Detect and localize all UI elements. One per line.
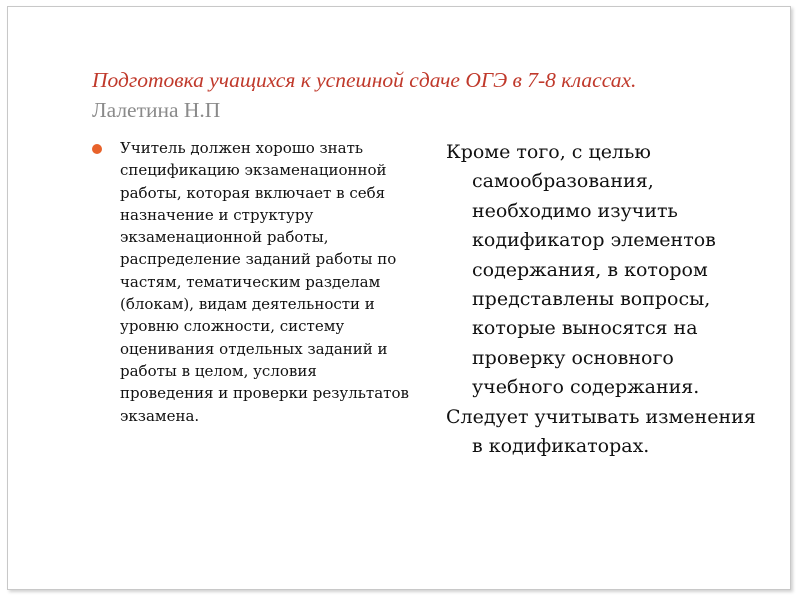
right-paragraph-2: Следует учитывать изменения в кодификаторах. [446, 405, 756, 458]
right-paragraph-1: Кроме того, с целью самообразования, необходимо изучить кодификатор элементов содержания, в котором представлены вопросы, которые выносятся на проверку основного учебного содержания. [446, 141, 716, 399]
slide-title: Подготовка учащихся к успешной сдаче ОГЭ в 7-8 классах. [92, 68, 637, 92]
left-column [92, 137, 412, 427]
orange-circle-bullet-icon [92, 144, 102, 154]
slide-author: Лалетина Н.П [92, 98, 221, 122]
bullet-item [92, 137, 412, 427]
bullet-text: Учитель должен хорошо знать спецификацию экзаменационной работы, которая включает в себя назначение и структуру экзаменационной работы, распределение заданий работы по частям, тематическим разделам (блокам), видам деятельности и уровню сложности, систему оценивания отдельных заданий и работы в целом, условия проведения и проверки результатов экзамена. [120, 139, 409, 425]
right-column [446, 138, 766, 461]
slide [7, 6, 791, 590]
slide-title-block [92, 65, 752, 125]
